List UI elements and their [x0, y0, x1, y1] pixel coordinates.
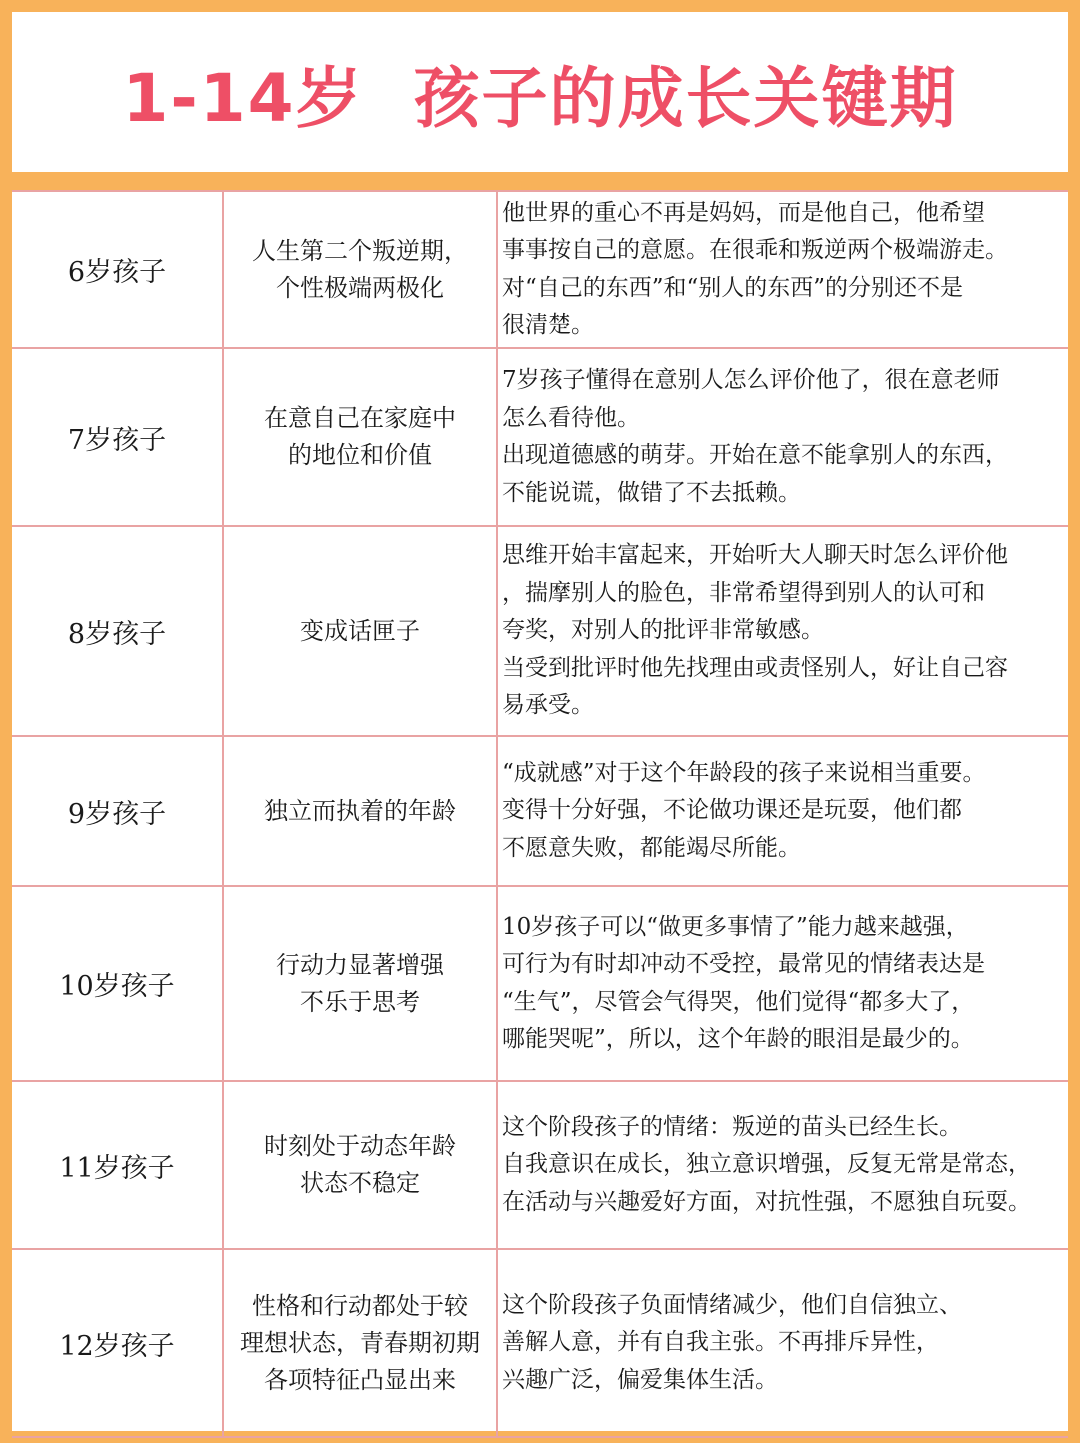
description-line: 不愿意失败，都能竭尽所能。 [502, 834, 801, 861]
characteristic-line: 的地位和价值 [288, 441, 432, 469]
characteristic-line: 不乐于思考 [300, 987, 420, 1016]
characteristic-cell [223, 886, 497, 1081]
description-line: 当受到批评时他先找理由或责怪别人，好让自己容 [502, 654, 1008, 681]
characteristic-cell [223, 736, 497, 886]
description-line: 很清楚。 [502, 312, 594, 338]
characteristic-line: 独立而执着的年龄 [264, 796, 456, 825]
characteristic-line: 行动力显著增强 [276, 950, 444, 979]
description-line: 可行为有时却冲动不受控，最常见的情绪表达是 [502, 951, 985, 977]
description-line: 夸奖，对别人的批评非常敏感。 [502, 617, 824, 644]
description-line: 怎么看待他。 [502, 404, 640, 431]
description-cell [497, 1081, 1068, 1249]
description-line: “生气”，尽管会气得哭，他们觉得“都多大了， [502, 988, 975, 1015]
description-cell [497, 736, 1068, 886]
description-cell [497, 348, 1068, 526]
description-line: 10岁孩子可以“做更多事情了”能力越来越强， [502, 913, 969, 940]
description-cell [497, 191, 1068, 348]
age-cell: 9岁孩子 [12, 736, 223, 886]
description-line: 哪能哭呢”，所以，这个年龄的眼泪是最少的。 [502, 1026, 974, 1052]
table-row [12, 886, 1068, 1081]
description-line: 兴趣广泛，偏爱集体生活。 [502, 1366, 778, 1393]
title-box [12, 12, 1068, 172]
description-line: 善解人意，并有自我主张。不再排斥异性， [502, 1329, 939, 1356]
description-line: 在活动与兴趣爱好方面，对抗性强，不愿独自玩耍。 [502, 1188, 1031, 1215]
description-line: 这个阶段孩子负面情绪减少，他们自信独立、 [502, 1291, 962, 1318]
age-cell: 10岁孩子 [12, 886, 223, 1081]
growth-table [12, 190, 1068, 1438]
characteristic-cell [223, 348, 497, 526]
table-row [12, 191, 1068, 348]
characteristic-line: 状态不稳定 [300, 1169, 420, 1197]
description-line: 自我意识在成长，独立意识增强，反复无常是常态， [502, 1151, 1031, 1178]
description-cell [497, 526, 1068, 736]
description-cell [497, 1249, 1068, 1437]
characteristic-cell [223, 526, 497, 736]
characteristic-cell [223, 1249, 497, 1437]
characteristic-line: 时刻处于动态年龄 [264, 1132, 456, 1160]
description-line: 这个阶段孩子的情绪：叛逆的苗头已经生长。 [502, 1113, 962, 1140]
table-row [12, 1081, 1068, 1249]
description-line: 事事按自己的意愿。在很乖和叛逆两个极端游走。 [502, 237, 1008, 263]
characteristic-cell [223, 1081, 497, 1249]
description-line: 易承受。 [502, 692, 594, 719]
characteristic-line: 个性极端两极化 [276, 273, 444, 302]
page-frame [12, 12, 1068, 1431]
characteristic-line: 各项特征凸显出来 [264, 1365, 456, 1394]
characteristic-line: 变成话匣子 [300, 616, 420, 645]
age-cell: 8岁孩子 [12, 526, 223, 736]
characteristic-cell [223, 191, 497, 348]
description-line: ，揣摩别人的脸色，非常希望得到别人的认可和 [502, 579, 985, 606]
title-divider [12, 172, 1068, 190]
description-line: 对“自己的东西”和“别人的东西”的分别还不是 [502, 274, 964, 301]
characteristic-line: 人生第二个叛逆期， [252, 236, 468, 265]
characteristic-line: 理想状态，青春期初期 [240, 1328, 480, 1357]
age-cell: 7岁孩子 [12, 348, 223, 526]
description-line: 出现道德感的萌芽。开始在意不能拿别人的东西， [502, 442, 1008, 468]
characteristic-line: 性格和行动都处于较 [252, 1291, 468, 1320]
description-line: 7岁孩子懂得在意别人怎么评价他了，很在意老师 [502, 367, 1000, 393]
age-cell: 6岁孩子 [12, 191, 223, 348]
table-row [12, 736, 1068, 886]
table-row [12, 1249, 1068, 1437]
table-row [12, 526, 1068, 736]
age-cell: 11岁孩子 [12, 1081, 223, 1249]
description-line: 不能说谎，做错了不去抵赖。 [502, 479, 801, 506]
description-line: 思维开始丰富起来，开始听大人聊天时怎么评价他 [502, 542, 1008, 569]
page-title: 1-14岁 孩子的成长关键期 [122, 59, 958, 137]
description-line: 他世界的重心不再是妈妈，而是他自己，他希望 [502, 199, 985, 226]
description-cell [497, 886, 1068, 1081]
age-cell: 12岁孩子 [12, 1249, 223, 1437]
characteristic-line: 在意自己在家庭中 [264, 404, 456, 432]
description-line: 变得十分好强，不论做功课还是玩耍，他们都 [502, 797, 962, 824]
description-line: “成就感”对于这个年龄段的孩子来说相当重要。 [502, 759, 986, 786]
table-row [12, 348, 1068, 526]
